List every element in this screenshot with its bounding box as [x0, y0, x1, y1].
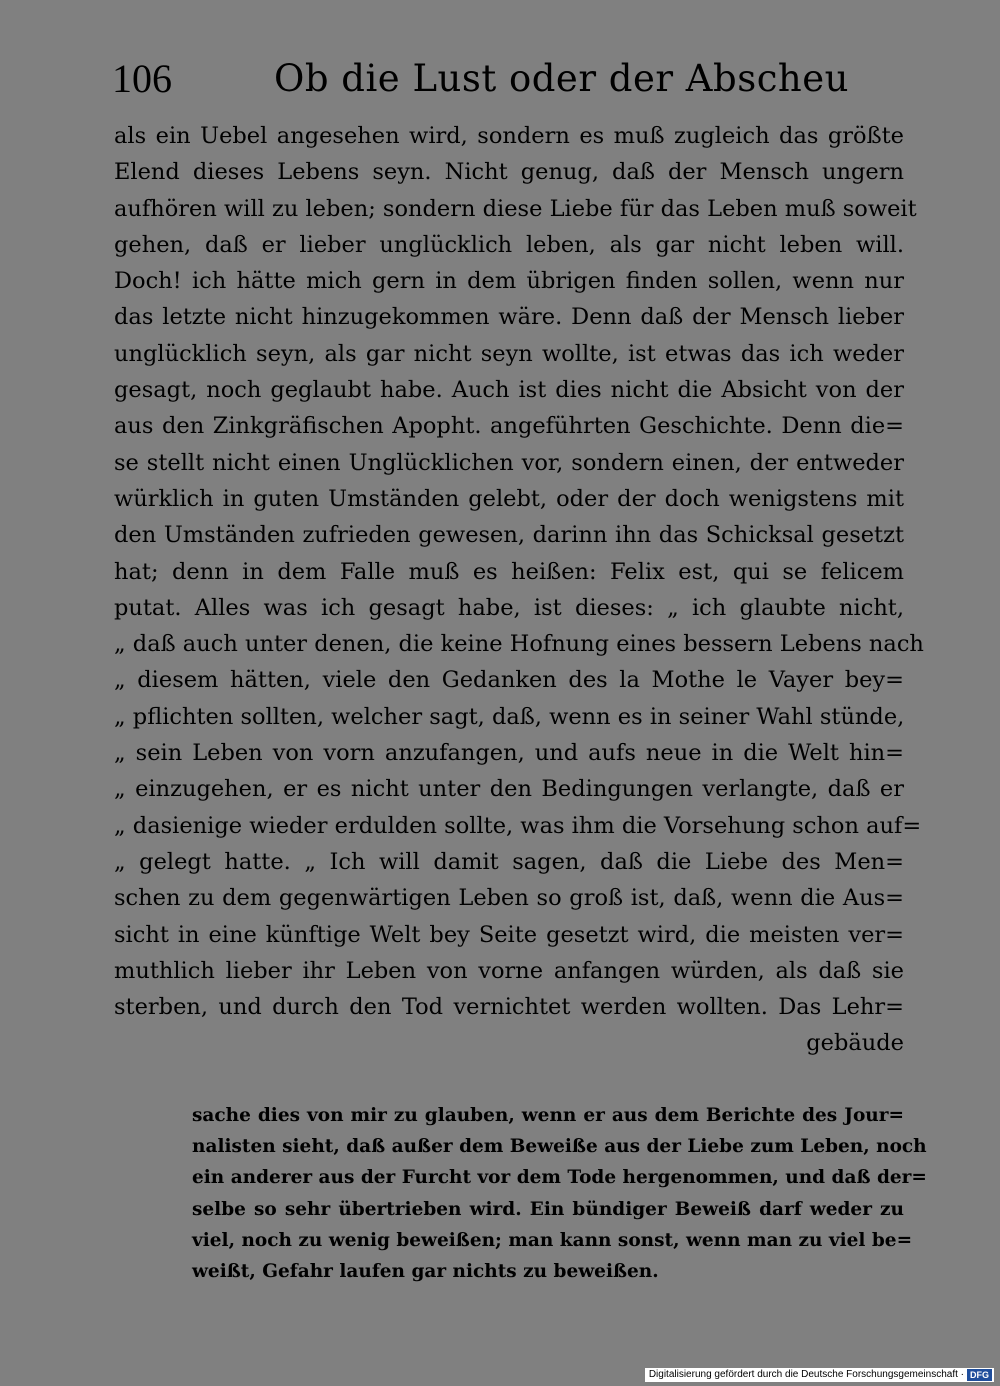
- digitization-credit: [645, 1368, 994, 1382]
- footnote: [192, 1100, 927, 1287]
- text-line: „ diesem hätten, viele den Gedanken des la Mothe le Vayer bey=: [114, 667, 904, 694]
- footnote-line: selbe so sehr übertrieben wird. Ein bündiger Beweiß darf weder zu: [192, 1198, 904, 1220]
- text-line: putat. Alles was ich gesagt habe, ist dieses: „ ich glaubte nicht,: [114, 594, 904, 621]
- footnote-line: sache dies von mir zu glauben, wenn er aus dem Berichte des Jour=: [192, 1105, 904, 1126]
- page-header: [112, 52, 902, 106]
- text-line: „ dasienige wieder erdulden sollte, was ihm die Vorsehung schon auf=: [114, 812, 922, 839]
- footnote-line: nalisten sieht, daß außer dem Beweiße aus der Liebe zum Leben, noch: [192, 1136, 927, 1158]
- text-line: aus den Zinkgräfischen Apopht. angeführten Geschichte. Denn die=: [114, 413, 904, 440]
- text-line: muthlich lieber ihr Leben von vorne anfangen würden, als daß sie: [114, 957, 904, 984]
- text-line: sicht in eine künftige Welt bey Seite gesetzt wird, die meisten ver=: [114, 921, 904, 948]
- text-line: „ daß auch unter denen, die keine Hofnung eines bessern Lebens nach: [114, 631, 924, 658]
- text-line: das letzte nicht hinzugekommen wäre. Denn daß der Mensch lieber: [114, 304, 904, 331]
- text-line: „ einzugehen, er es nicht unter den Bedingungen verlangte, daß er: [114, 776, 904, 803]
- text-line: als ein Uebel angesehen wird, sondern es muß zugleich das größte: [114, 123, 904, 149]
- text-line: „ pflichten sollten, welcher sagt, daß, wenn es in seiner Wahl stünde,: [114, 703, 905, 730]
- text-line: aufhören will zu leben; sondern diese Liebe für das Leben muß soweit: [114, 195, 917, 222]
- text-line: Elend dieses Lebens seyn. Nicht genug, daß der Mensch ungern: [114, 159, 904, 186]
- running-head: Ob die Lust oder der Abscheu: [274, 57, 849, 100]
- text-line: sterben, und durch den Tod vernichtet werden wollten. Das Lehr=: [114, 994, 904, 1021]
- footnote-line: weißt, Gefahr laufen gar nichts zu beweißen.: [192, 1260, 659, 1282]
- page-number: 106: [112, 56, 172, 101]
- text-line: Doch! ich hätte mich gern in dem übrigen finden sollen, wenn nur: [114, 268, 904, 295]
- footnote-line: ein anderer aus der Furcht vor dem Tode hergenommen, und daß der=: [192, 1167, 927, 1189]
- text-line: unglücklich seyn, als gar nicht seyn wollte, ist etwas das ich weder: [114, 340, 904, 367]
- credit-text: Digitalisierung gefördert durch die Deutsche Forschungsgemeinschaft ·: [648, 1369, 964, 1380]
- dfg-logo-icon: DFG: [967, 1369, 992, 1381]
- text-line: se stellt nicht einen Unglücklichen vor, sondern einen, der entweder: [114, 449, 904, 476]
- catchword: gebäude: [806, 1030, 904, 1057]
- text-line: schen zu dem gegenwärtigen Leben so groß ist, daß, wenn die Aus=: [114, 885, 904, 912]
- text-line: „ gelegt hatte. „ Ich will damit sagen, daß die Liebe des Men=: [114, 848, 904, 875]
- text-line: gesagt, noch geglaubt habe. Auch ist dies nicht die Absicht von der: [114, 377, 904, 404]
- text-line: gehen, daß er lieber unglücklich leben, als gar nicht leben will.: [114, 231, 904, 258]
- text-line: „ sein Leben von vorn anzufangen, und aufs neue in die Welt hin=: [114, 740, 904, 767]
- text-line: hat; denn in dem Falle muß es heißen: Felix est, qui se felicem: [114, 558, 904, 585]
- text-line: würklich in guten Umständen gelebt, oder der doch wenigstens mit: [114, 485, 904, 512]
- text-line: den Umständen zufrieden gewesen, darinn ihn das Schicksal gesetzt: [114, 522, 904, 549]
- footnote-line: viel, noch zu wenig beweißen; man kann sonst, wenn man zu viel be=: [192, 1229, 913, 1251]
- main-text: [114, 118, 924, 1062]
